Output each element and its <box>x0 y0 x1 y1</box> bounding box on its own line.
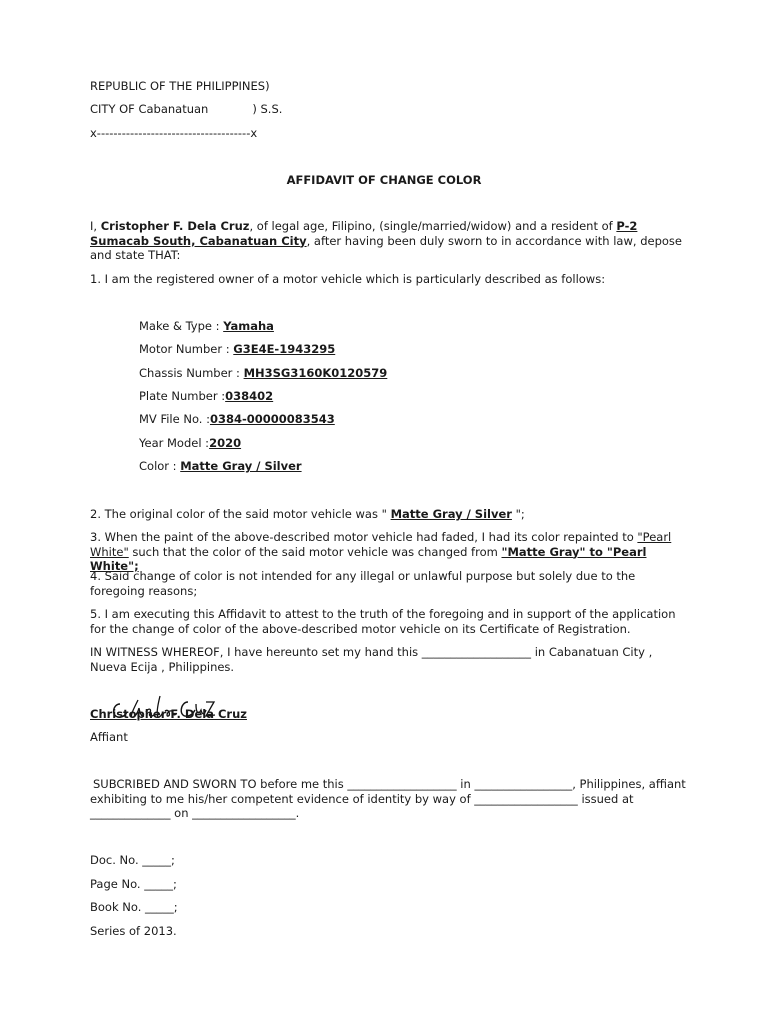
republic-line: REPUBLIC OF THE PHILIPPINES) <box>90 79 270 93</box>
vehicle-plate-label: Plate Number : <box>139 389 226 403</box>
affiant-signature-name <box>90 707 247 722</box>
affiant-role: Affiant <box>90 730 128 744</box>
city-label: CITY OF Cabanatuan <box>90 102 209 116</box>
item-3-change: "Matte Gray" to "Pearl White"; <box>90 544 647 573</box>
city-ss: ) S.S. <box>252 102 283 116</box>
vehicle-motor-value: G3E4E-1943295 <box>233 342 336 356</box>
item-5: 5. I am executing this Affidavit to attest to the truth of the foregoing and in support of the application for the change of color of the above-described motor vehicle on its Certificate of Registration. <box>90 607 676 636</box>
intro-text-3: , after having been duly sworn to in accordance with law, depose and state THAT: <box>90 233 682 262</box>
vehicle-mvfile-label: MV File No. : <box>139 412 210 426</box>
vehicle-plate-value: 038402 <box>225 389 274 403</box>
item-2-text-1: 2. The original color of the said motor vehicle was " <box>90 507 391 521</box>
book-no: Book No. _____; <box>90 900 178 914</box>
vehicle-chassis <box>139 366 387 381</box>
intro-paragraph <box>90 219 690 263</box>
series-year: Series of 2013. <box>90 924 177 938</box>
vehicle-color <box>139 459 302 474</box>
vehicle-make <box>139 319 274 334</box>
city-line <box>90 102 282 117</box>
vehicle-chassis-label: Chassis Number : <box>139 366 244 380</box>
document-title: AFFIDAVIT OF CHANGE COLOR <box>286 173 482 187</box>
witness-paragraph: IN WITNESS WHEREOF, I have hereunto set my hand this ___________________ in Cabanatuan City , Nueva Ecija , Philippines. <box>90 645 653 674</box>
affiant-name: Cristopher F. Dela Cruz <box>100 219 250 233</box>
item-4: 4. Said change of color is not intended for any illegal or unlawful purpose but solely due to the foregoing reasons; <box>90 569 636 598</box>
vehicle-mvfile-value: 0384-00000083543 <box>209 412 335 426</box>
item-2 <box>90 507 525 522</box>
item-3-text-2: such that the color of the said motor vehicle was changed from <box>128 544 502 559</box>
vehicle-make-label: Make & Type : <box>139 319 224 333</box>
vehicle-mvfile <box>139 412 335 427</box>
item-3 <box>90 530 690 574</box>
signature-name-text: Christopher F. Dela Cruz <box>90 707 247 721</box>
page-no: Page No. _____; <box>90 877 177 891</box>
vehicle-motor-label: Motor Number : <box>139 342 234 356</box>
intro-text-2: , of legal age, Filipino, (single/married/widow) and a resident of <box>249 219 617 233</box>
vehicle-year-label: Year Model : <box>139 436 210 450</box>
vehicle-year-value: 2020 <box>209 436 242 450</box>
vehicle-color-label: Color : <box>139 459 181 473</box>
item-2-value: Matte Gray / Silver <box>390 507 512 521</box>
header-separator: x-------------------------------------x <box>90 126 258 140</box>
doc-no: Doc. No. _____; <box>90 853 175 867</box>
vehicle-chassis-value: MH3SG3160K0120579 <box>243 366 388 380</box>
vehicle-year <box>139 436 241 451</box>
vehicle-make-value: Yamaha <box>223 319 274 333</box>
affiant-address: P-2 Sumacab South, Cabanatuan City <box>90 219 638 248</box>
item-1: 1. I am the registered owner of a motor vehicle which is particularly described as follows: <box>90 272 606 286</box>
item-3-new-color: "Pearl White" <box>90 530 672 559</box>
vehicle-color-value: Matte Gray / Silver <box>180 459 302 473</box>
intro-text-1: I, <box>90 219 101 233</box>
vehicle-motor <box>139 342 335 357</box>
item-3-text-1: 3. When the paint of the above-described motor vehicle had faded, I had its color repainted to <box>90 530 638 544</box>
vehicle-plate <box>139 389 273 404</box>
item-2-text-2: "; <box>511 507 525 521</box>
subscribed-paragraph: SUBCRIBED AND SWORN TO before me this ___________________ in _________________, Philippines, affiant exhibiting to me his/her competent evidence of identity by way of __________________ issued at ______________ on __________________. <box>90 777 686 820</box>
